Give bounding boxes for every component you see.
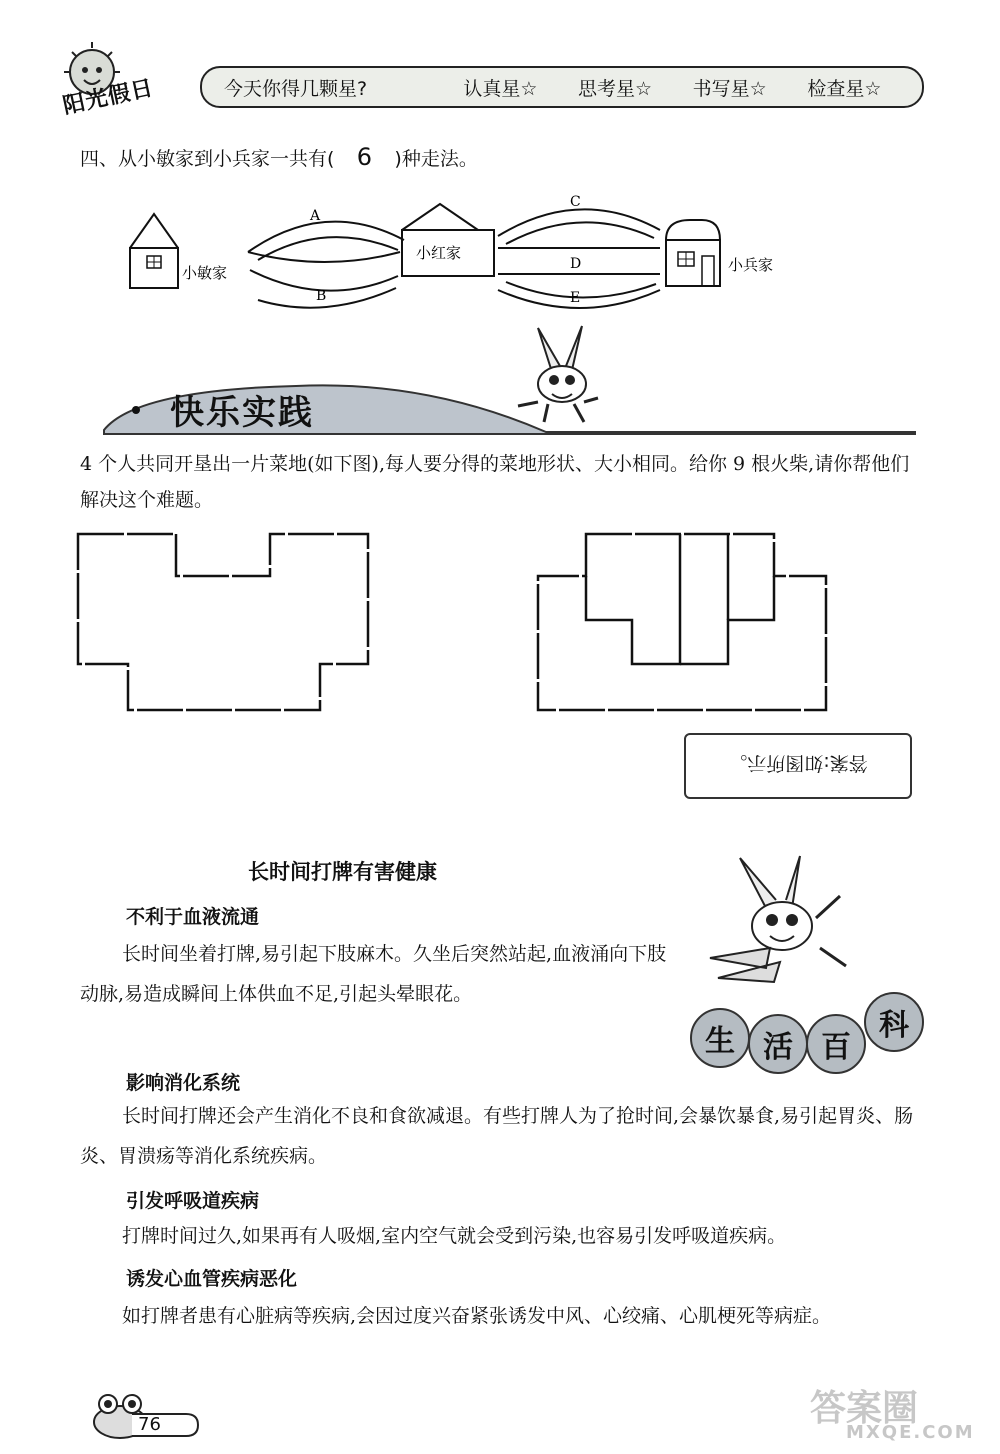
- section-heading: 引发呼吸道疾病: [126, 1190, 260, 1212]
- life-encyclopedia-badge: [690, 990, 922, 1072]
- question-suffix: )种走法。: [394, 148, 478, 170]
- question-prefix: 四、从小敏家到小兵家一共有(: [80, 148, 335, 170]
- badge-char: 生: [690, 1008, 750, 1068]
- watermark-logo: 答案圈: [810, 1388, 919, 1429]
- house-label: 小敏家: [182, 264, 228, 282]
- star-banner: [200, 66, 924, 108]
- section-text: 长时间打牌还会产生消化不良和食欲减退。有些打牌人为了抢时间,会暴饮暴食,易引起胃炎、肠炎、胃溃疡等消化系统疾病。: [80, 1105, 914, 1167]
- road-label: A: [310, 208, 321, 224]
- rabbit-icon: [508, 322, 618, 432]
- section-heading: 不利于血液流通: [126, 906, 260, 928]
- rabbit-carrot-icon: [700, 848, 860, 998]
- answer-box: [684, 733, 912, 799]
- brand-title: 阳光假日: [60, 75, 157, 120]
- road-label: E: [570, 290, 581, 306]
- badge-char: 百: [806, 1014, 866, 1074]
- road-label: C: [570, 194, 581, 210]
- section-text: 打牌时间过久,如果再有人吸烟,室内空气就会受到污染,也容易引发呼吸道疾病。: [122, 1225, 787, 1247]
- practice-text: 4 个人共同开垦出一片菜地(如下图),每人要分得的菜地形状、大小相同。给你 9 根火柴,请你帮他们解决这个难题。: [80, 453, 910, 511]
- article-title: 长时间打牌有害健康: [248, 860, 437, 884]
- star-question: 今天你得几颗星?: [224, 77, 368, 100]
- question-answer: 6: [356, 143, 373, 171]
- badge-char: 科: [864, 992, 924, 1052]
- house-xiaobing-icon: [666, 220, 720, 286]
- route-diagram: [120, 190, 820, 320]
- section-heading: 诱发心血管疾病恶化: [126, 1268, 298, 1290]
- badge-char: 活: [748, 1014, 808, 1074]
- watermark-url: MXQE.COM: [846, 1422, 975, 1443]
- field-shape-original: [74, 530, 374, 720]
- practice-title: 快乐实践: [170, 393, 314, 433]
- house-label: 小红家: [416, 244, 462, 262]
- road-label: D: [570, 256, 582, 272]
- star-item: 认真星☆: [463, 77, 538, 100]
- section-text: 长时间坐着打牌,易引起下肢麻木。久坐后突然站起,血液涌向下肢动脉,易造成瞬间上体供血不足,引起头晕眼花。: [80, 943, 667, 1005]
- section-text: 如打牌者患有心脏病等疾病,会因过度兴奋紧张诱发中风、心绞痛、心肌梗死等病症。: [122, 1305, 832, 1327]
- road-label: B: [316, 288, 327, 304]
- star-item: 检查星☆: [807, 77, 882, 100]
- page-number: 76: [138, 1414, 161, 1435]
- section-heading: 影响消化系统: [126, 1072, 241, 1094]
- star-item: 思考星☆: [577, 77, 653, 100]
- star-item: 书写星☆: [692, 77, 767, 100]
- house-xiaohong-icon: [402, 204, 494, 276]
- house-xiaomin-icon: [130, 214, 178, 288]
- house-label: 小兵家: [728, 256, 774, 274]
- field-shape-answer: [534, 530, 834, 720]
- answer-text: 答案:如图所示。: [728, 752, 868, 774]
- question-4: [80, 143, 478, 171]
